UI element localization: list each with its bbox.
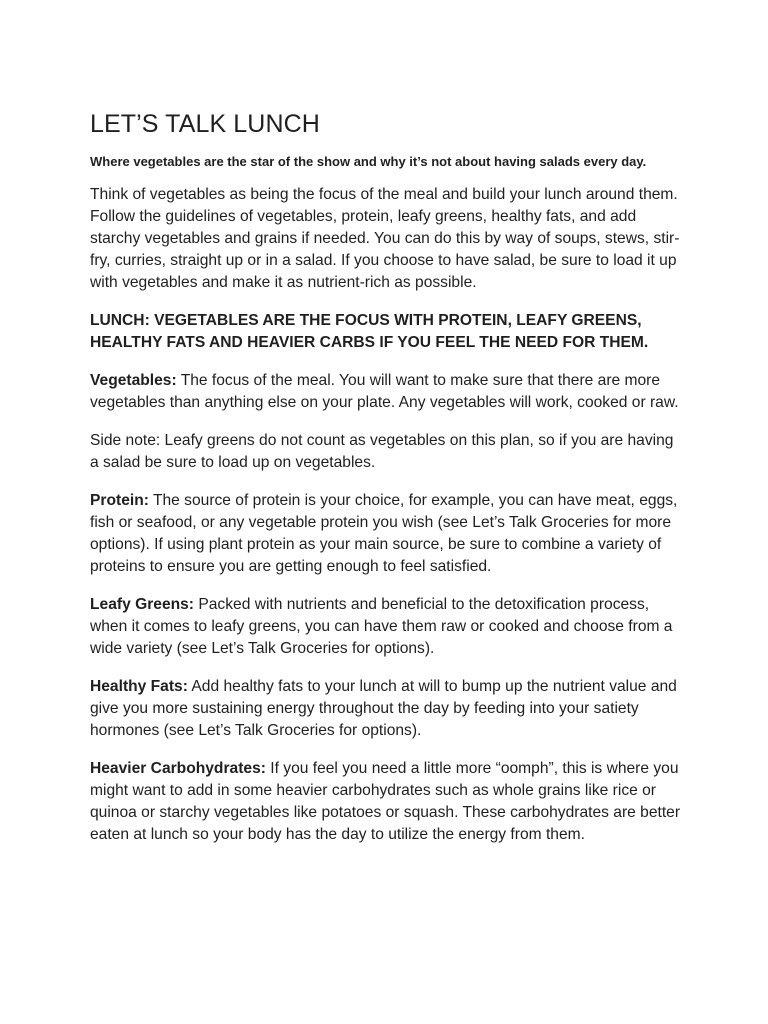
protein-label: Protein: (90, 492, 149, 509)
section-heading: LUNCH: VEGETABLES ARE THE FOCUS WITH PROTEIN, LEAFY GREENS, HEALTHY FATS AND HEAVIER CARBS IF YOU FEEL THE NEED FOR THEM. (90, 312, 649, 351)
healthy-fats-label: Healthy Fats: (90, 678, 188, 695)
page-title: LET’S TALK LUNCH (90, 110, 320, 138)
leafy-greens-label: Leafy Greens: (90, 596, 195, 613)
heavier-carbs-paragraph (90, 758, 684, 846)
side-note-paragraph: Side note: Leafy greens do not count as vegetables on this plan, so if you are having a salad be sure to load up on vegetables. (90, 432, 674, 471)
intro-paragraph: Think of vegetables as being the focus of the meal and build your lunch around them. Follow the guidelines of vegetables, protein, leafy greens, healthy fats, and add starchy vegetables and grains if needed. You can do this by way of soups, stews, stir-fry, curries, straight up or in a salad. If you choose to have salad, be sure to load it up with vegetables and make it as nutrient-rich as possible. (90, 186, 680, 291)
leafy-greens-paragraph (90, 594, 684, 660)
heavier-carbs-label: Heavier Carbohydrates: (90, 760, 266, 777)
healthy-fats-text: Add healthy fats to your lunch at will to bump up the nutrient value and give you more sustaining energy throughout the day by feeding into your satiety hormones (see Let’s Talk Groceries for options). (90, 678, 677, 739)
healthy-fats-paragraph (90, 676, 684, 742)
page-subtitle: Where vegetables are the star of the show and why it’s not about having salads every day. (90, 154, 647, 169)
document-page (90, 108, 684, 862)
protein-paragraph (90, 490, 684, 578)
leafy-greens-text: Packed with nutrients and beneficial to the detoxification process, when it comes to leafy greens, you can have them raw or cooked and choose from a wide variety (see Let’s Talk Groceries for options). (90, 596, 673, 657)
protein-text: The source of protein is your choice, for example, you can have meat, eggs, fish or seafood, or any vegetable protein you wish (see Let’s Talk Groceries for more options). If using plant protein as your main source, be sure to combine a variety of proteins to ensure you are getting enough to feel satisfied. (90, 492, 678, 575)
vegetables-text: The focus of the meal. You will want to make sure that there are more vegetables than anything else on your plate. Any vegetables will work, cooked or raw. (90, 372, 679, 411)
heavier-carbs-text: If you feel you need a little more “oomph”, this is where you might want to add in some heavier carbohydrates such as whole grains like rice or quinoa or starchy vegetables like potatoes or squash. These carbohydrates are better eaten at lunch so your body has the day to utilize the energy from them. (90, 760, 681, 843)
vegetables-label: Vegetables: (90, 372, 177, 389)
vegetables-paragraph (90, 370, 684, 414)
